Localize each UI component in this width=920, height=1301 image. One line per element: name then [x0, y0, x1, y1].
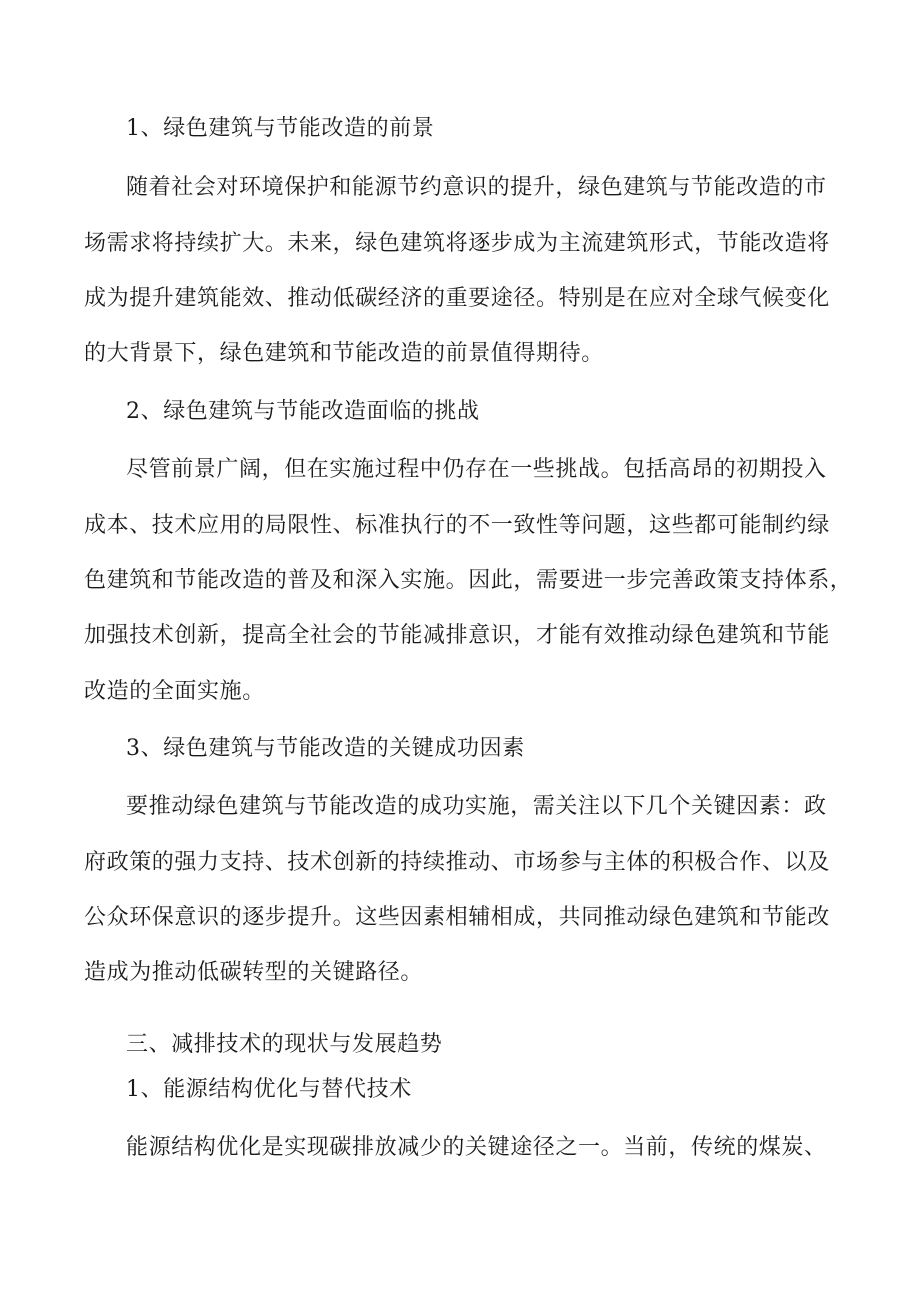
section-heading: 2、绿色建筑与节能改造面临的挑战 — [126, 399, 480, 424]
paragraph-line: 成本、技术应用的局限性、标准执行的不一致性等问题，这些都可能制约绿 — [84, 513, 830, 538]
paragraph-line: 场需求将持续扩大。未来，绿色建筑将逐步成为主流建筑形式，节能改造将 — [84, 231, 830, 256]
paragraph-line: 随着社会对环境保护和能源节约意识的提升，绿色建筑与节能改造的市 — [126, 175, 827, 200]
subsection-heading: 1、能源结构优化与替代技术 — [126, 1077, 412, 1102]
chapter-heading: 三、减排技术的现状与发展趋势 — [126, 1032, 443, 1057]
paragraph-line: 的大背景下，绿色建筑和节能改造的前景值得期待。 — [84, 341, 604, 366]
paragraph-line: 尽管前景广阔，但在实施过程中仍存在一些挑战。包括高昂的初期投入 — [126, 457, 827, 482]
section-heading: 3、绿色建筑与节能改造的关键成功因素 — [126, 736, 525, 761]
paragraph-line: 改造的全面实施。 — [84, 679, 265, 704]
paragraph-line: 公众环保意识的逐步提升。这些因素相辅相成，共同推动绿色建筑和节能改 — [84, 905, 830, 930]
paragraph-line: 成为提升建筑能效、推动低碳经济的重要途径。特别是在应对全球气候变化 — [84, 286, 830, 311]
paragraph-line: 造成为推动低碳转型的关键路径。 — [84, 960, 424, 985]
paragraph-line: 要推动绿色建筑与节能改造的成功实施，需关注以下几个关键因素：政 — [126, 794, 827, 819]
paragraph-line: 色建筑和节能改造的普及和深入实施。因此，需要进一步完善政策支持体系， — [84, 568, 853, 593]
paragraph-line: 府政策的强力支持、技术创新的持续推动、市场参与主体的积极合作、以及 — [84, 850, 830, 875]
section-heading: 1、绿色建筑与节能改造的前景 — [126, 116, 435, 141]
paragraph-line: 能源结构优化是实现碳排放减少的关键途径之一。当前，传统的煤炭、 — [126, 1135, 827, 1160]
paragraph-line: 加强技术创新，提高全社会的节能减排意识，才能有效推动绿色建筑和节能 — [84, 623, 830, 648]
